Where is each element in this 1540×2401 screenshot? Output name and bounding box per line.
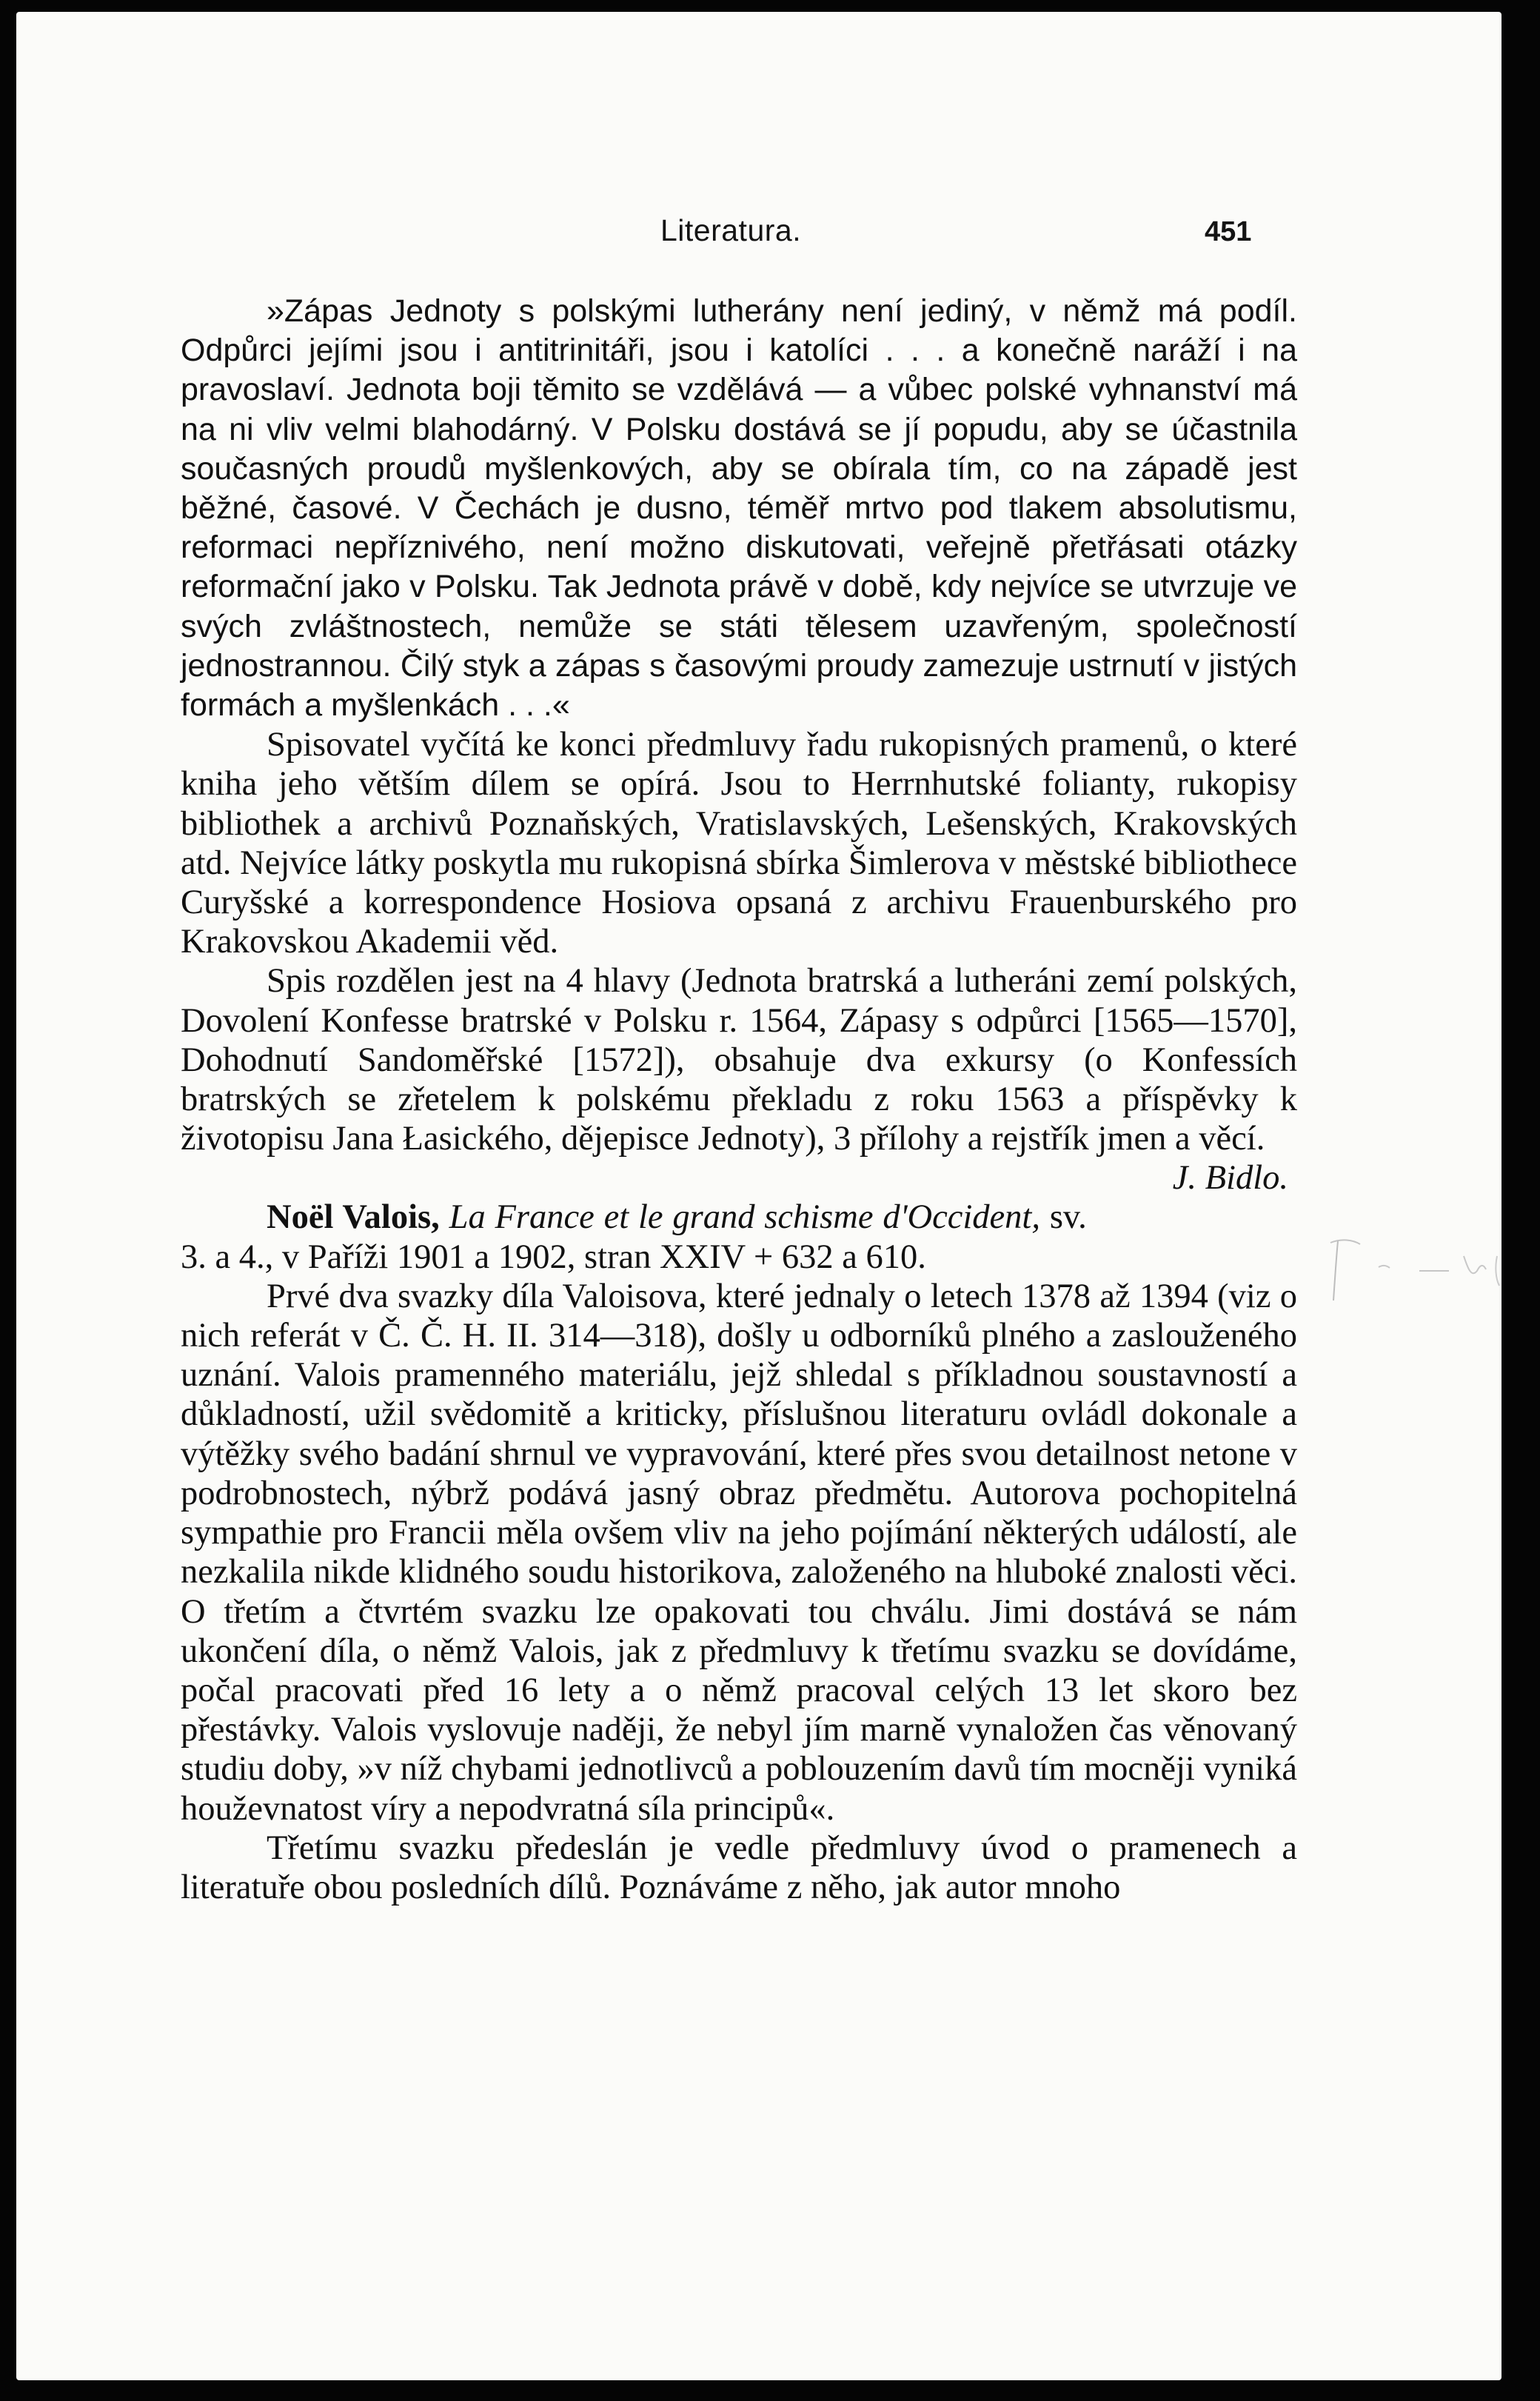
paragraph-contents (181, 961, 1297, 1198)
paragraph-sources: Spisovatel vyčítá ke konci předmluvy řadu rukopisných pramenů, o které kniha jeho větším dílem se opírá. Jsou to Herrnhutské folianty, rukopisy bibliothek a archivů Poznaňských, Vratislavských, Lešenských, Krakovských atd. Nejvíce látky poskytla mu rukopisná sbírka Šimlerova v městské bibliothece Curyšské a korrespondence Hosiova opsaná z archivu Frauenburského pro Krakovskou Akademii věd. (181, 726, 1297, 961)
body-text (181, 292, 1297, 1907)
page-number: 451 (1205, 216, 1252, 247)
quoted-passage: »Zápas Jednoty s polskými lutherány není jediný, v němž má podíl. Odpůrci jejími jsou i antitrinitáři, jsou i katolíci . . . a konečně naráží i na pravoslaví. Jednota boji těmito se vzdělává — a vůbec polské vyhnanství má na ni vliv velmi blahodárný. V Polsku dostává se jí popudu, aby se účastnila současných proudů myšlenkových, aby se obírala tím, co na západě jest běžné, časové. V Čechách je dusno, téměř mrtvo pod tlakem absolutismu, reformaci nepříznivého, není možno diskutovati, veřejně přetřásati otázky reformační jako v Polsku. Tak Jednota právě v době, kdy nejvíce se utvrzuje ve svých zvláštnostech, nemůže se státi tělesem uzavřeným, společností jednostrannou. Čilý styk a zápas s časovými proudy zamezuje ustrnutí v jistých formách a myšlenkách . . .« (181, 293, 1297, 724)
review-publication-details: sv. 3. a 4., v Paříži 1901 a 1902, stran XXIV + 632 a 610. (181, 1198, 1087, 1276)
reviewer-signature: J. Bidlo. (1172, 1159, 1288, 1198)
review-work-title: La France et le grand schisme d'Occident, (449, 1198, 1040, 1237)
review-heading (181, 1198, 1297, 1276)
pencil-mark-icon (1316, 1226, 1508, 1315)
review-paragraph-1: Prvé dva svazky díla Valoisova, které jednaly o letech 1378 až 1394 (viz o nich referát v Č. Č. H. II. 314—318), došly u odborníků plného a zaslouženého uznání. Valois pramenného materiálu, jejž shledal s příkladnou soustavností a důkladností, užil svědomitě a kriticky, příslušnou literaturu ovládl dokonale a výtěžky svého badání shrnul ve vypravování, které přes svou detailnost netone v podrobnostech, nýbrž podává jasný obraz předmětu. Autorova pochopitelná sympathie pro Francii měla ovšem vliv na jeho pojímání některých událostí, ale nezkalila nikde klidného soudu historikova, založeného na hluboké znalosti věci. O třetím a čtvrtém svazku lze opakovati tou chválu. Jimi dostává se nám ukončení díla, o němž Valois, jak z předmluvy k třetímu svazku se dovídáme, počal pracovati před 16 lety a o němž pracoval celých 13 let skoro bez přestávky. Valois vyslovuje naději, že nebyl jím marně vynaložen čas věnovaný studiu doby, »v níž chybami jednotlivců a poblouzením davů tím mocněji vyniká houževnatost víry a nepodvratná síla principů«. (181, 1277, 1297, 1828)
page-header (16, 207, 1502, 259)
paragraph-contents-text: Spis rozdělen jest na 4 hlavy (Jednota bratrská a lutheráni zemí polských, Dovolení Konfesse bratrské v Polsku r. 1564, Zápasy s odpůrci [1565—1570], Dohodnutí Sandoměřské [1572]), obsahuje dva exkursy (o Konfessích bratrských se zřetelem k polskému překladu z roku 1563 a příspěvky k životopisu Jana Łasického, dějepisce Jednoty), 3 přílohy a rejstřík jmen a věcí. (181, 962, 1297, 1158)
book-page (16, 12, 1502, 2380)
running-title: Literatura. (660, 213, 802, 247)
review-paragraph-2: Třetímu svazku předeslán je vedle předmluvy úvod o pramenech a literatuře obou posledních dílů. Poznáváme z něho, jak autor mnoho (181, 1829, 1297, 1906)
review-author: Noël Valois, (267, 1198, 440, 1237)
